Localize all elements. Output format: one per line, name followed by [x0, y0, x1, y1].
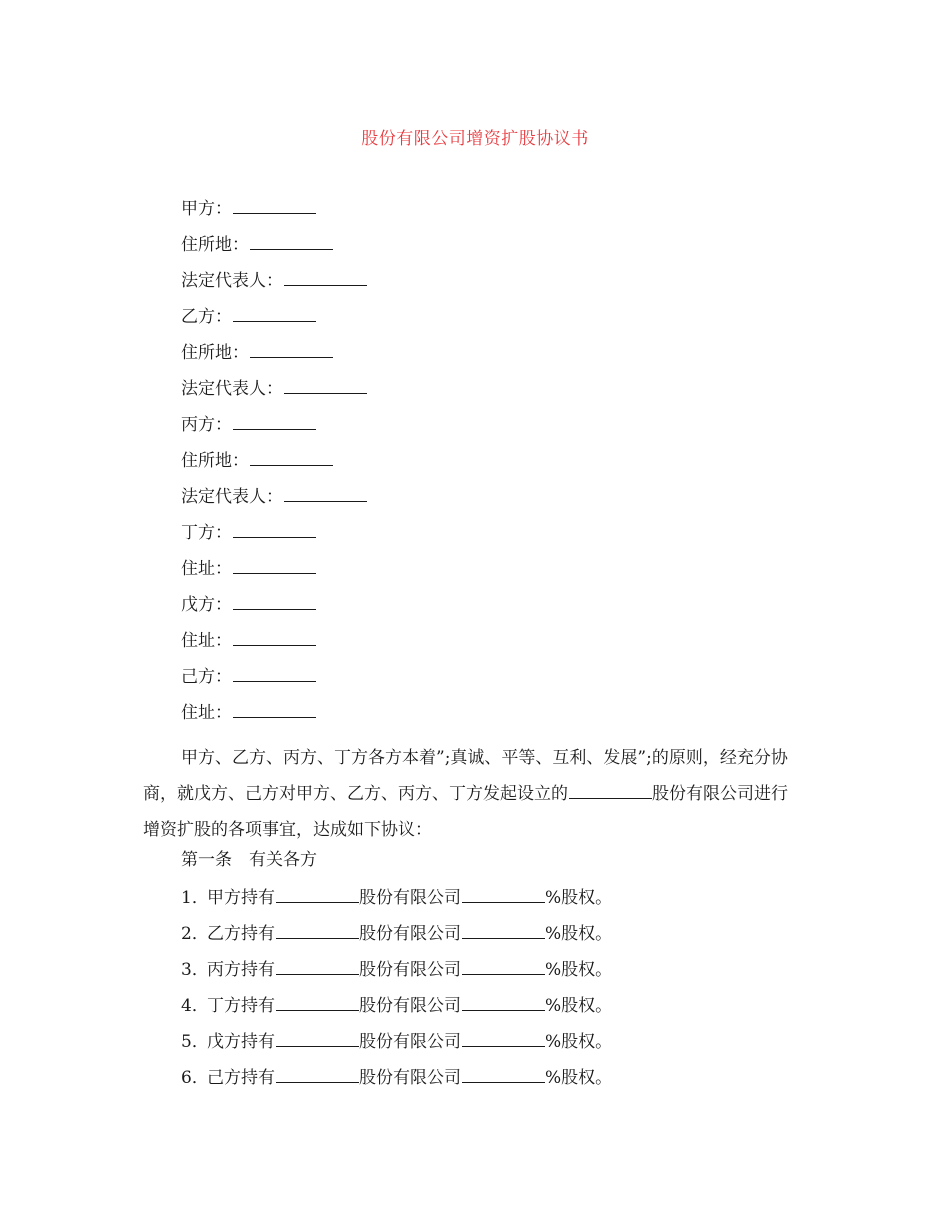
fill-blank: [233, 198, 316, 214]
document-title: 股份有限公司增资扩股协议书: [361, 129, 589, 149]
party-line: [181, 378, 367, 414]
party-line: [181, 630, 367, 666]
company-label: 股份有限公司: [359, 996, 461, 1016]
party-label: 甲方：: [181, 199, 232, 219]
share-suffix: %股权。: [545, 1032, 613, 1052]
fill-blank: [284, 486, 367, 502]
party-label: 己方：: [181, 667, 232, 687]
party-line: [181, 306, 367, 342]
party-label: 住址：: [181, 703, 232, 723]
fill-blank: [233, 666, 316, 682]
party-line: [181, 198, 367, 234]
fill-blank: [276, 887, 359, 903]
holding-list: [181, 887, 612, 1103]
fill-blank: [233, 702, 316, 718]
party-line: [181, 558, 367, 594]
party-line: [181, 666, 367, 702]
fill-blank: [276, 923, 359, 939]
holder-label: 乙方持有: [207, 924, 275, 944]
party-line: [181, 234, 367, 270]
item-number: 1．: [181, 888, 209, 908]
list-item: [181, 887, 612, 923]
item-number: 4．: [181, 996, 209, 1016]
fill-blank: [462, 1031, 545, 1047]
party-line: [181, 522, 367, 558]
section-heading: 第一条 有关各方: [181, 850, 317, 870]
fill-blank: [276, 1067, 359, 1083]
fill-blank: [284, 378, 367, 394]
intro-paragraph: [143, 740, 803, 848]
party-label: 住所地：: [181, 343, 249, 363]
party-line: [181, 702, 367, 738]
list-item: [181, 995, 612, 1031]
fill-blank: [284, 270, 367, 286]
holder-label: 戊方持有: [207, 1032, 275, 1052]
fill-blank: [462, 959, 545, 975]
share-suffix: %股权。: [545, 1068, 613, 1088]
fill-blank: [233, 414, 316, 430]
fill-blank: [462, 995, 545, 1011]
intro-text: 股份有限公司进行增资扩股的各项事宜，达成如下协议：: [143, 784, 788, 840]
party-label: 住所地：: [181, 235, 249, 255]
share-suffix: %股权。: [545, 996, 613, 1016]
holder-label: 丙方持有: [207, 960, 275, 980]
company-label: 股份有限公司: [359, 960, 461, 980]
party-label: 戊方：: [181, 595, 232, 615]
party-line: [181, 342, 367, 378]
fill-blank: [276, 995, 359, 1011]
fill-blank: [569, 783, 652, 799]
item-number: 5．: [181, 1032, 209, 1052]
share-suffix: %股权。: [545, 924, 613, 944]
company-label: 股份有限公司: [359, 1068, 461, 1088]
holder-label: 甲方持有: [207, 888, 275, 908]
party-line: [181, 450, 367, 486]
fill-blank: [276, 1031, 359, 1047]
share-suffix: %股权。: [545, 888, 613, 908]
holder-label: 丁方持有: [207, 996, 275, 1016]
fill-blank: [233, 558, 316, 574]
party-label: 住址：: [181, 559, 232, 579]
list-item: [181, 923, 612, 959]
fill-blank: [233, 306, 316, 322]
share-suffix: %股权。: [545, 960, 613, 980]
item-number: 6．: [181, 1068, 209, 1088]
party-label: 法定代表人：: [181, 379, 283, 399]
company-label: 股份有限公司: [359, 924, 461, 944]
party-label: 住址：: [181, 631, 232, 651]
list-item: [181, 959, 612, 995]
list-item: [181, 1067, 612, 1103]
fill-blank: [250, 234, 333, 250]
party-label: 住所地：: [181, 451, 249, 471]
party-label: 法定代表人：: [181, 487, 283, 507]
fill-blank: [233, 522, 316, 538]
party-label: 丙方：: [181, 415, 232, 435]
fill-blank: [233, 594, 316, 610]
fill-blank: [233, 630, 316, 646]
company-label: 股份有限公司: [359, 1032, 461, 1052]
list-item: [181, 1031, 612, 1067]
party-label: 乙方：: [181, 307, 232, 327]
party-label: 丁方：: [181, 523, 232, 543]
fill-blank: [462, 887, 545, 903]
item-number: 2．: [181, 924, 209, 944]
party-list: [181, 198, 367, 738]
holder-label: 己方持有: [207, 1068, 275, 1088]
party-line: [181, 486, 367, 522]
item-number: 3．: [181, 960, 209, 980]
fill-blank: [462, 923, 545, 939]
party-line: [181, 414, 367, 450]
fill-blank: [250, 342, 333, 358]
fill-blank: [250, 450, 333, 466]
company-label: 股份有限公司: [359, 888, 461, 908]
party-line: [181, 270, 367, 306]
fill-blank: [276, 959, 359, 975]
intro-text: 甲方、乙方、丙方、丁方各方本着”;真诚、平等、互利、发展”;的原则，经充分协商，就戊方、己方对甲方、乙方、丙方、丁方发起设立的: [143, 748, 788, 804]
party-label: 法定代表人：: [181, 271, 283, 291]
fill-blank: [462, 1067, 545, 1083]
party-line: [181, 594, 367, 630]
